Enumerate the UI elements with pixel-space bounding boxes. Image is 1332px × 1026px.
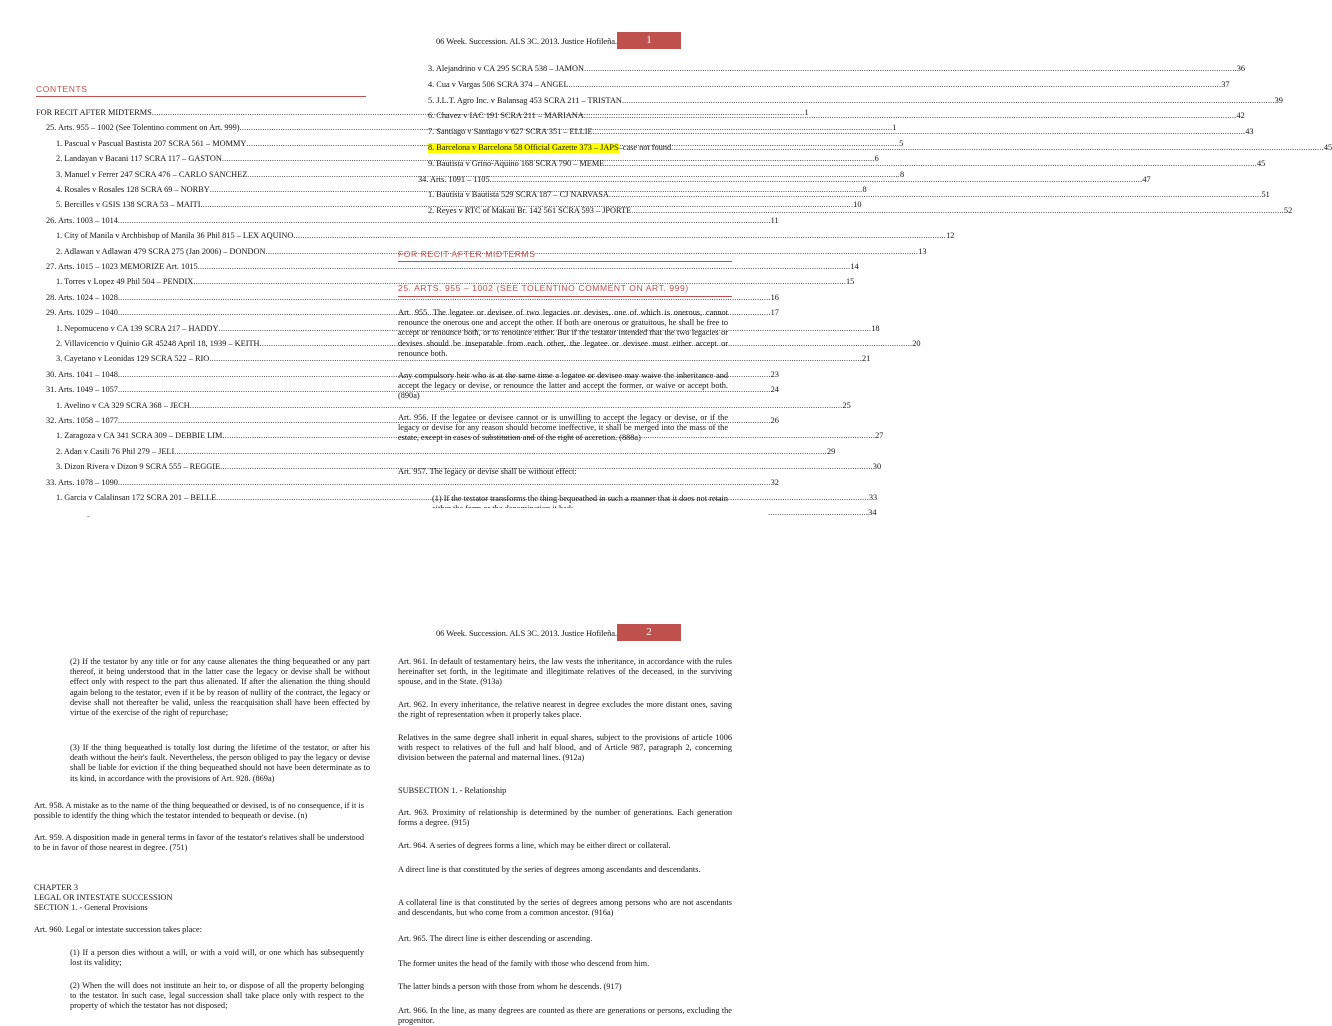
toc-page-number: 34 (868, 508, 877, 518)
toc-leader-dots (604, 159, 1257, 169)
toc-entry[interactable] (56, 400, 851, 411)
paragraph-right-9: The former unites the head of the family with those who descend from him. (398, 959, 650, 968)
toc-leader-dots (190, 401, 843, 411)
toc-page-number: 52 (1283, 206, 1293, 216)
section-heading-arts-955-1002: 25. ARTS. 955 – 1002 (SEE TOLENTINO COMMENT ON ART. 999) (398, 283, 689, 293)
toc-page-number: 21 (861, 354, 871, 364)
toc-entry-title: 6. Chavez v IAC 191 SCRA 211 – MARIANA (428, 111, 584, 121)
toc-entry[interactable] (46, 369, 779, 380)
toc-entry-title: 1. Avelino v CA 329 SCRA 368 – JECH (56, 400, 190, 410)
paragraph-art-955: Art. 955. The legatee or devisee of two legacies or devises, one of which is onerous, cannot renounce the onerous one and accept the other. If both are onerous or gratuitous, he shall be free to accept or renounce both, or to renounce either. But if the testator intended that the two legacies or devises should be inseparable from each other, the legatee or devisee must either accept or renounce both. (398, 308, 728, 358)
toc-entry[interactable] (56, 354, 871, 364)
paragraph-right-7: A collateral line is that constituted by the series of degrees among persons who are not ascendants and descendants, but who come from a common ancestor. (916a) (398, 898, 732, 918)
toc-entry[interactable] (56, 323, 880, 334)
toc-page-number: 36 (1236, 64, 1246, 73)
toc-entry-note: –case not found (618, 143, 672, 152)
toc-entry-title: 32. Arts. 1058 – 1077 (46, 416, 118, 425)
toc-page-number: 32 (770, 477, 779, 487)
toc-entry-title: 34. Arts. 1091 – 1105 (418, 174, 490, 184)
toc-entry-title: 2. Adan v Casili 76 Phil 279 – JELI (56, 446, 175, 456)
toc-entry-title: 1. City of Manila v Archbishop of Manila 36 Phil 815 – LEX AQUINO (56, 231, 294, 241)
page-number-badge: 2 (617, 624, 681, 641)
toc-entry-title: 2. Reyes v RTC of Makati Br. 142 561 SCRA 593 – JPORTE (428, 206, 632, 216)
toc-page-number: 43 (1245, 127, 1254, 137)
page-gap (0, 508, 768, 516)
toc-leader-dots (593, 127, 1246, 137)
paragraph-left-7: Art. 960. Legal or intestate succession takes place: (34, 925, 202, 934)
toc-entry-title: 3. Manuel v Ferrer 247 SCRA 476 – CARLO SANCHEZ (56, 169, 248, 179)
paragraph-right-1: Art. 962. In every inheritance, the relative nearest in degree excludes the more distant ones, saving the right of representation when it properly takes place. (398, 700, 732, 720)
toc-entry[interactable] (56, 277, 855, 287)
paragraph-left-5: LEGAL OR INTESTATE SUCCESSION (34, 893, 173, 902)
toc-leader-dots (265, 247, 918, 257)
toc-page-number: 8 (862, 185, 867, 194)
toc-page-number: 11 (770, 215, 779, 225)
toc-entry-title: 28. Arts. 1024 – 1028 (46, 292, 118, 302)
toc-entry-title: 3. Dizon Rivera v Dizon 9 SCRA 555 – REGGIE (56, 462, 221, 472)
toc-entry-title: 5. J.L.T. Agro Inc. v Balansag 453 SCRA 211 – TRISTAN (428, 95, 622, 105)
toc-entry-title: 8. Barcelona v Barcelona 58 Official Gazette 373 – JAPS (428, 143, 619, 152)
toc-leader-dots (622, 96, 1275, 106)
toc-entry-title: 3. Cayetano v Leonidas 129 SCRA 522 – RIO (56, 354, 210, 364)
toc-leader-dots (631, 206, 1284, 216)
toc-entry-title: 2. Villavicencio v Quinio GR 45248 April 18, 1939 – KEITH (56, 339, 260, 348)
toc-entry[interactable] (428, 143, 1332, 153)
toc-page-number: 13 (918, 246, 927, 256)
toc-entry-title: 2. Adlawan v Adlawan 479 SCRA 275 (Jan 2006) – DONDON (56, 246, 266, 256)
section-rule-recit (398, 261, 732, 262)
toc-entry-title: 5. Bercilles v GSIS 138 SCRA 53 – MAITI (56, 200, 201, 210)
paragraph-right-5: Art. 964. A series of degrees forms a line, which may be either direct or collateral. (398, 841, 671, 850)
toc-entry[interactable] (428, 158, 1266, 169)
toc-page-number: 29 (826, 446, 836, 456)
paragraph-right-3: SUBSECTION 1. - Relationship (398, 786, 507, 795)
toc-page-number: 16 (770, 292, 779, 302)
section-rule-arts (398, 296, 732, 297)
toc-page-number: 47 (1142, 174, 1151, 184)
toc-entry-title: 4. Cua v Vargas 506 SCRA 374 – ANGEL (428, 79, 569, 89)
paragraph-right-6: A direct line is that constituted by the series of degrees among ascendants and descendants. (398, 865, 701, 874)
toc-page-number: 42 (1236, 111, 1245, 121)
toc-entry-title: 4. Rosales v Rosales 128 SCRA 69 – NORBY (56, 185, 210, 194)
toc-page-number: 33 (868, 493, 878, 502)
toc-page-number: 51 (1261, 190, 1270, 200)
paragraph-right-11: Art. 966. In the line, as many degrees are counted as there are generations or persons, excluding the progenitor. (398, 1006, 732, 1026)
toc-entry[interactable] (428, 206, 1293, 216)
toc-page-number: 5 (899, 138, 904, 148)
toc-page-number: 27 (875, 431, 884, 441)
toc-entry[interactable] (428, 111, 1245, 121)
toc-entry[interactable] (56, 231, 955, 241)
page-header: 06 Week. Succession. ALS 3C. 2013. Justice Hofileña. (436, 628, 617, 638)
paragraph-left-0: (2) If the testator by any title or for any cause alienates the thing bequeathed or any part thereof, it being understood that in the latter case the legacy or devise shall be without effect only with respect to the part thus alienated. If after the alienation the thing should again belong to the testator, even if it be by reason of nullity of the contract, the legacy or devise shall not thereafter be valid, unless the reacquisition shall have been effected by virtue of the exercise of the right of repurchase; (70, 657, 370, 718)
toc-leader-dots (584, 64, 1237, 74)
toc-leader-dots (490, 175, 1143, 185)
toc-entry-title: 26. Arts. 1003 – 1014 (46, 215, 118, 225)
toc-leader-dots (118, 216, 771, 226)
toc-leader-dots (118, 293, 771, 303)
toc-page-number: 45 (1257, 158, 1266, 168)
section-heading-recit: FOR RECIT AFTER MIDTERMS (398, 249, 536, 259)
toc-entry[interactable] (46, 215, 779, 226)
toc-page-number: 39 (1274, 95, 1283, 105)
paragraph-compulsory-heir: Any compulsory heir who is at the same time a legatee or devisee may waive the inheritance and accept the legacy or devise, or renounce the latter and accept the former, or waive or accept both. (890a) (398, 371, 728, 401)
toc-entry[interactable] (46, 477, 779, 488)
toc-leader-dots (609, 190, 1262, 200)
toc-page-number: 26 (770, 416, 779, 425)
toc-page-number: 18 (871, 323, 880, 333)
toc-entry-title: 1. Pascual v Pascual Bastista 207 SCRA 561 – MOMMY (56, 138, 247, 148)
paragraph-left-4: CHAPTER 3 (34, 883, 79, 892)
toc-entry-title: 30. Arts. 1041 – 1048 (46, 369, 118, 379)
toc-entry[interactable] (56, 431, 884, 441)
toc-entry-title: 1. Zaragoza v CA 341 SCRA 309 – DEBBIE LIM (56, 431, 223, 441)
toc-leader-dots (174, 447, 827, 457)
toc-entry[interactable] (418, 174, 1151, 185)
page-number-badge: 1 (617, 32, 681, 49)
toc-entry[interactable] (46, 308, 779, 318)
toc-entry-title: 7. Santiago v Santiago v 627 SCRA 351 – ELLIE (428, 127, 593, 137)
toc-entry-title: 9. Bautista v Grino-Aquino 168 SCRA 790 – MEME (428, 158, 605, 168)
contents-rule (36, 96, 366, 97)
toc-entry[interactable] (46, 385, 779, 395)
toc-entry-title: 33. Arts. 1078 – 1090 (46, 477, 118, 487)
toc-entry-title: 29. Arts. 1029 – 1040 (46, 308, 118, 318)
toc-leader-dots (569, 80, 1222, 90)
paragraph-right-0: Art. 961. In default of testamentary heirs, the law vests the inheritance, in accordance with the rules hereinafter set forth, in the legitimate and illegitimate relatives of the deceased, in the surviving spouse, and in the State. (913a) (398, 657, 732, 687)
toc-leader-dots (293, 231, 946, 241)
page-header: 06 Week. Succession. ALS 3C. 2013. Justice Hofileña. (436, 36, 617, 46)
toc-leader-dots (671, 143, 1324, 153)
paragraph-left-2: Art. 958. A mistake as to the name of the thing bequeathed or devised, is of no consequence, if it is possible to identify the thing which the testator intended to bequeath or devise. (n) (34, 801, 364, 821)
paragraph-art-957-1: (1) If the testator transforms the thing bequeathed in such a manner that it does not retain (432, 494, 728, 503)
toc-entry-title: 1. Nepomuceno v CA 139 SCRA 217 – HADDY (56, 323, 219, 333)
toc-page-number: 20 (912, 339, 921, 348)
toc-page-number: 14 (850, 262, 859, 271)
toc-entry[interactable] (56, 446, 836, 457)
paragraph-left-8: (1) If a person dies without a will, or with a void will, or one which has subsequently lost its validity; (70, 948, 364, 968)
toc-leader-dots (198, 262, 851, 272)
toc-entry-title: 27. Arts. 1015 – 1023 MEMORIZE Art. 1015 (46, 262, 198, 271)
paragraph-right-2: Relatives in the same degree shall inherit in equal shares, subject to the provisions of article 1006 with respect to relatives of the full and half blood, and of Article 987, paragraph 2, concerning division between the paternal and maternal lines. (912a) (398, 733, 732, 763)
toc-page-number: 8 (900, 169, 905, 179)
toc-entry[interactable] (428, 190, 1270, 200)
toc-page-number: 45 (1323, 143, 1332, 152)
toc-leader-dots (584, 111, 1237, 121)
toc-page-number: 25 (842, 400, 851, 410)
paragraph-right-8: Art. 965. The direct line is either descending or ascending. (398, 934, 593, 943)
document-page-2 (0, 516, 768, 1024)
toc-entry-title: 1. Garcia v Calalinsan 172 SCRA 201 – BELLE (56, 493, 217, 502)
toc-entry-title: FOR RECIT AFTER MIDTERMS (36, 108, 152, 117)
toc-page-number: 12 (946, 231, 955, 241)
toc-entry[interactable] (428, 95, 1283, 106)
toc-leader-dots (118, 478, 771, 488)
toc-page-number: 24 (770, 385, 779, 395)
paragraph-left-1: (3) If the thing bequeathed is totally lost during the lifetime of the testator, or after his death without the heir's fault. Nevertheless, the person obliged to pay the legacy or devise shall be liable for eviction if the thing bequeathed should not have been determinate as to its kind, in accordance with the provisions of Art. 928. (869a) (70, 743, 370, 783)
toc-entry[interactable] (428, 79, 1230, 90)
toc-page-number: 1 (892, 123, 897, 133)
contents-heading: CONTENTS (36, 84, 88, 94)
toc-entry-title: 1. Bautista v Bautista 529 SCRA 187 – CJ NARVASA (428, 190, 609, 200)
toc-page-number: 6 (874, 154, 879, 164)
paragraph-left-3: Art. 959. A disposition made in general terms in favor of the testator's relatives shall be understood to be in favor of those nearest in degree. (751) (34, 833, 364, 853)
paragraph-left-6: SECTION 1. - General Provisions (34, 903, 148, 912)
toc-entry[interactable] (56, 200, 862, 210)
paragraph-art-957: Art. 957. The legacy or devise shall be without effect: (398, 467, 577, 476)
toc-entry[interactable] (428, 127, 1254, 137)
toc-entry[interactable] (46, 292, 779, 303)
toc-entry-title: 31. Arts. 1049 – 1057 (46, 385, 118, 395)
paragraph-right-4: Art. 963. Proximity of relationship is determined by the number of generations. Each generation forms a degree. (915) (398, 808, 732, 828)
toc-page-number: 15 (846, 277, 855, 287)
toc-entry-title: 1. Torres v Lopez 49 Phil 504 – PENDIX (56, 277, 194, 287)
paragraph-art-956: Art. 956. If the legatee or devisee cannot or is unwilling to accept the legacy or devise, or if the legacy or devise for any reason should become ineffective, it shall be merged into the mass of the estate, except in cases of substitution and of the right of accretion. (888a) (398, 413, 728, 443)
paragraph-right-10: The latter binds a person with those from whom he descends. (917) (398, 982, 622, 991)
toc-page-number: 1 (804, 108, 809, 117)
toc-entry[interactable] (56, 339, 921, 349)
toc-page-number: 37 (1221, 79, 1230, 89)
toc-page-number: 17 (770, 308, 779, 318)
paragraph-left-9: (2) When the will does not institute an heir to, or dispose of all the property belonging to the testator. In such case, legal succession shall take place only with respect to the property of which the testator has not disposed; (70, 981, 364, 1011)
toc-entry[interactable] (46, 262, 859, 272)
toc-page-number: 30 (872, 462, 882, 472)
toc-entry[interactable] (428, 64, 1246, 74)
toc-entry-title: 2. Landayan v Bacani 117 SCRA 117 – GASTON (56, 154, 222, 164)
toc-entry-title: 3. Alejandrino v CA 295 SCRA 538 – JAMON (428, 64, 585, 73)
toc-entry-title: 25. Arts. 955 – 1002 (See Tolentino comment on Art. 999) (46, 123, 240, 133)
toc-entry[interactable] (46, 416, 779, 426)
toc-page-number: 23 (770, 369, 779, 379)
toc-page-number: 10 (853, 200, 862, 210)
